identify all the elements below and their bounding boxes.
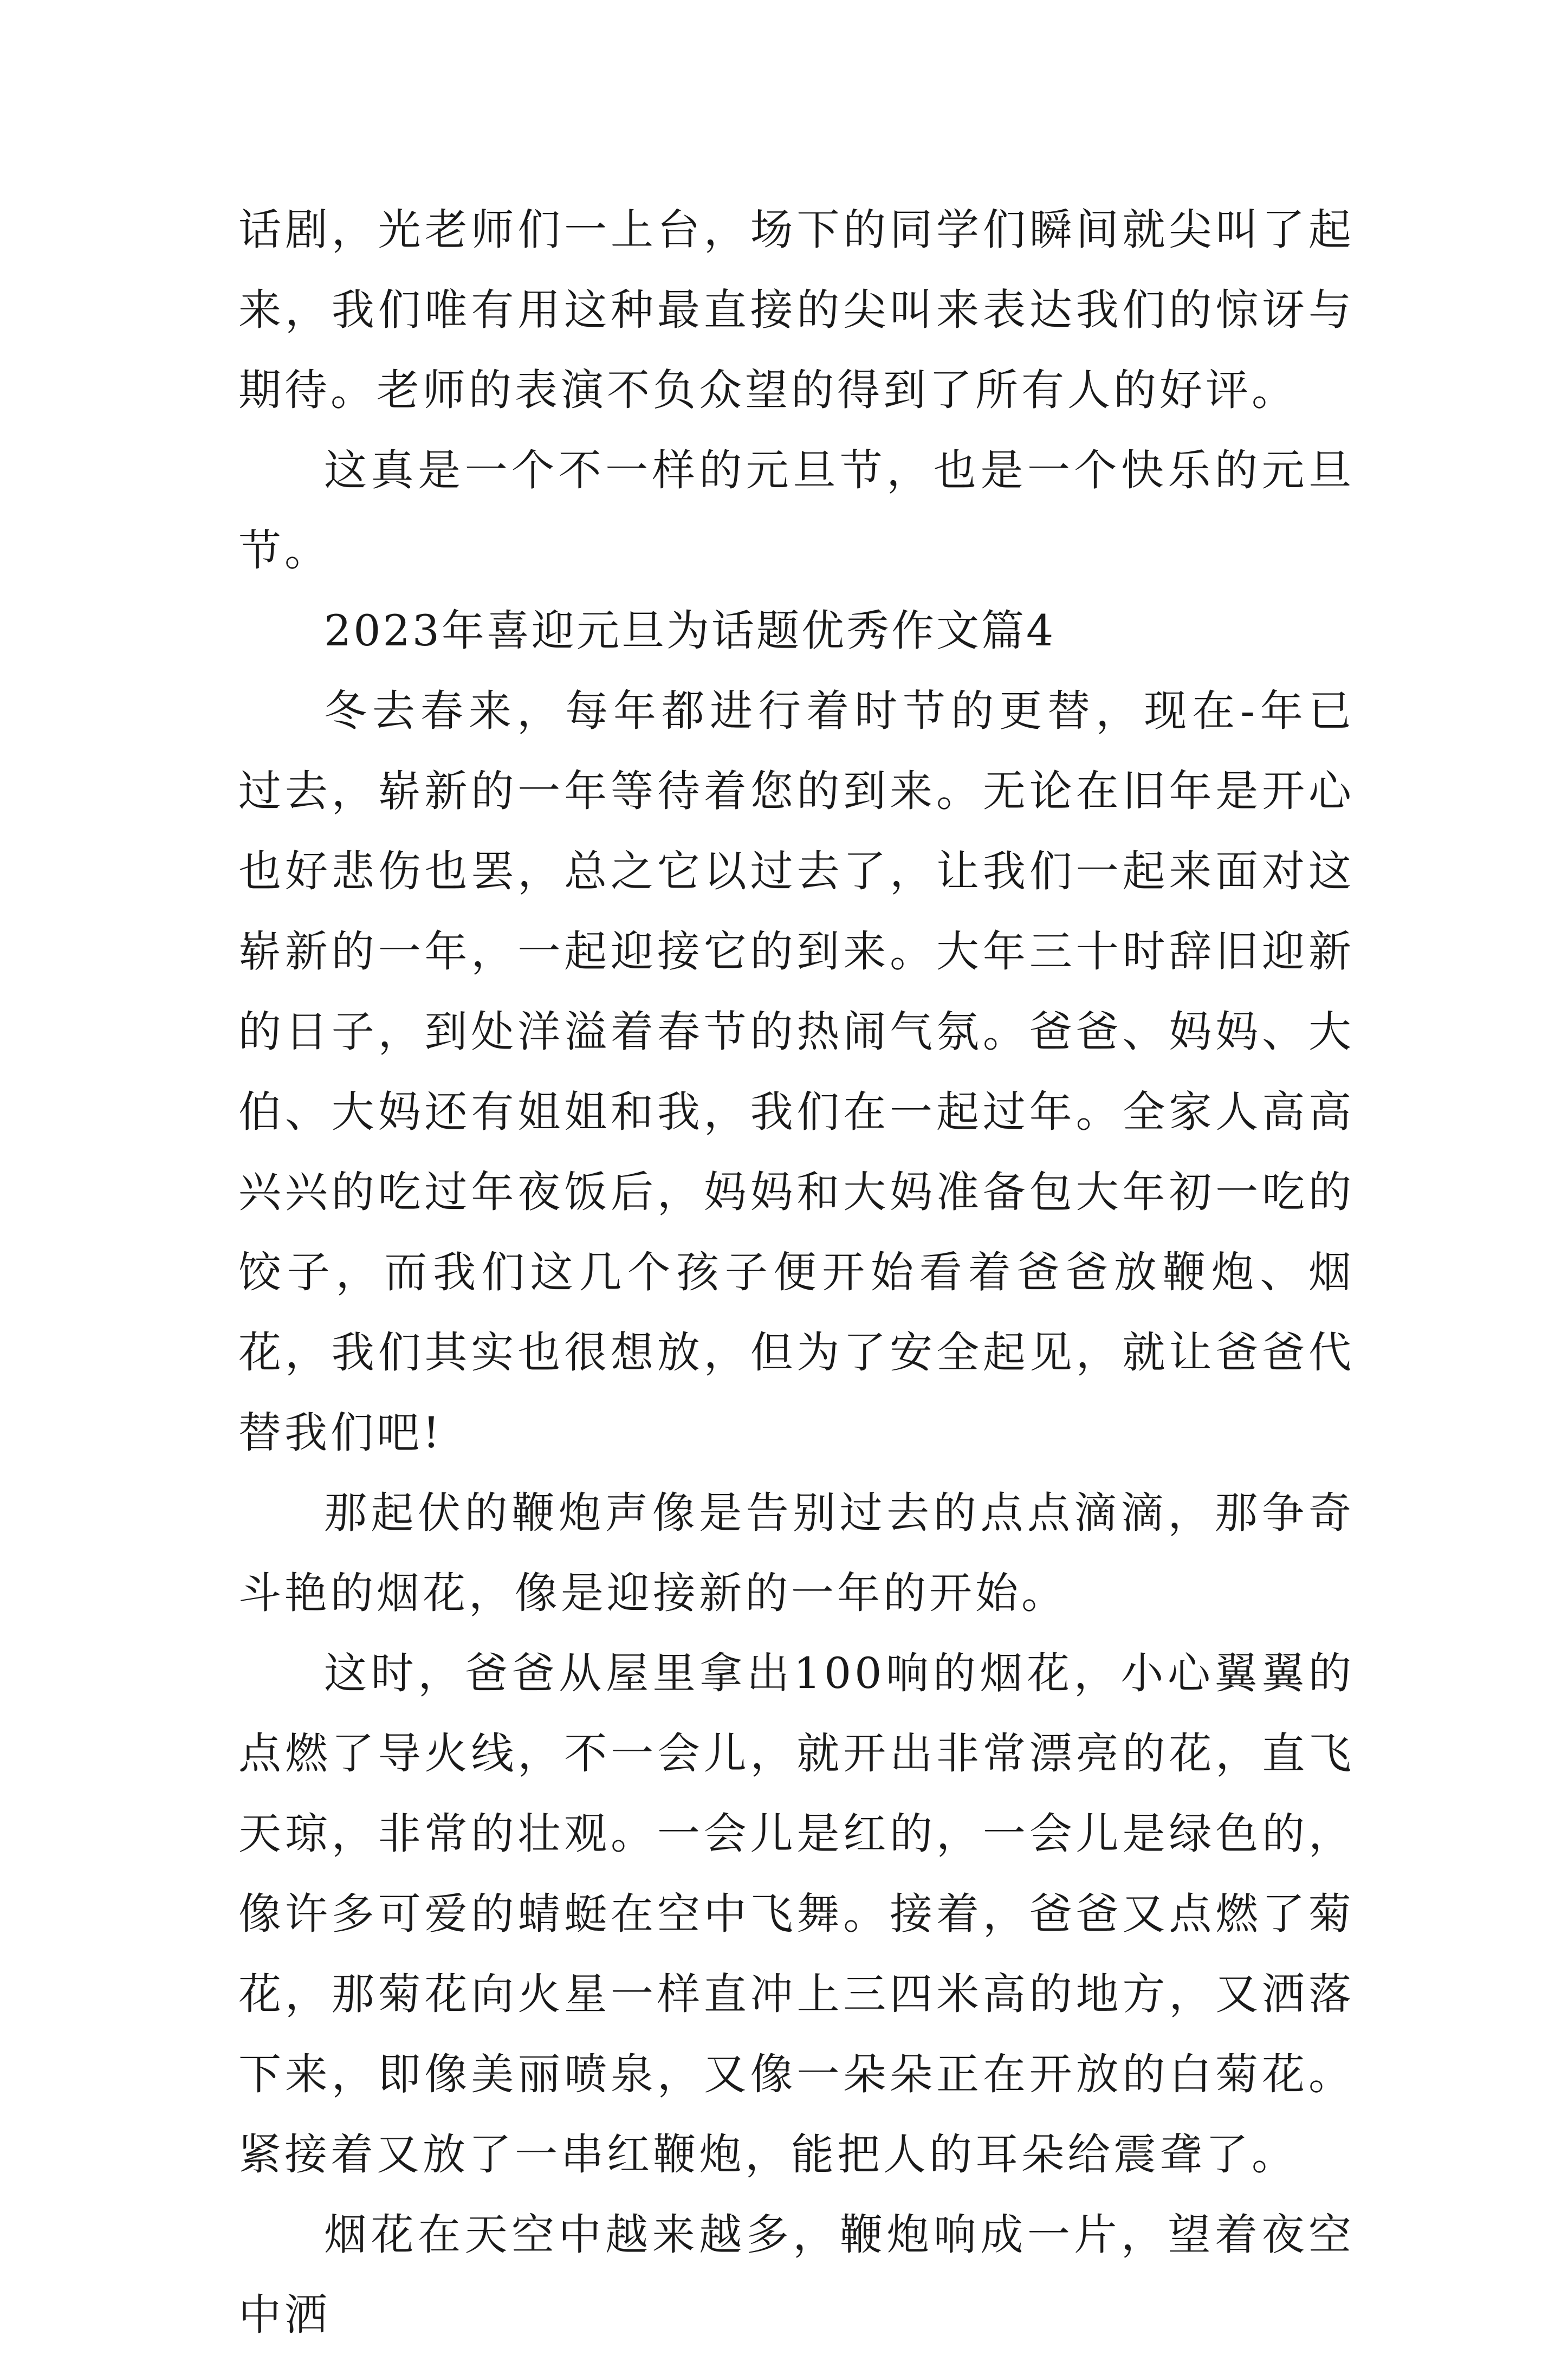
essay-paragraph-1: 冬去春来，每年都进行着时节的更替，现在-年已过去，崭新的一年等待着您的到来。无论在旧年是开心也好悲伤也罢，总之它以过去了，让我们一起来面对这崭新的一年，一起迎接它的到来。大年三十时辞旧迎新的日子，到处洋溢着春节的热闹气氛。爸爸、妈妈、大伯、大妈还有姐姐和我，我们在一起过年。全家人高高兴兴的吃过年夜饭后，妈妈和大妈准备包大年初一吃的饺子，而我们这几个孩子便开始看着爸爸放鞭炮、烟花，我们其实也很想放，但为了安全起见，就让爸爸代替我们吧! (238, 686, 1355, 1458)
paragraph-closing: 这真是一个不一样的元旦节，也是一个快乐的元旦节。 (238, 445, 1355, 575)
essay-text-block (238, 190, 1355, 2355)
essay-paragraph-3: 这时，爸爸从屋里拿出100响的烟花，小心翼翼的点燃了导火线，不一会儿，就开出非常漂亮的花，直飞天琼，非常的壮观。一会儿是红的，一会儿是绿色的，像许多可爱的蜻蜓在空中飞舞。接着，爸爸又点燃了菊花，那菊花向火星一样直冲上三四米高的地方，又洒落下来，即像美丽喷泉，又像一朵朵正在开放的白菊花。紧接着又放了一串红鞭炮，能把人的耳朵给震聋了。 (238, 1648, 1355, 2179)
essay-paragraph-2: 那起伏的鞭炮声像是告别过去的点点滴滴，那争奇斗艳的烟花，像是迎接新的一年的开始。 (238, 1488, 1355, 1618)
section-heading: 2023年喜迎元旦为话题优秀作文篇4 (324, 606, 1056, 656)
paragraph-continuation: 话剧，光老师们一上台，场下的同学们瞬间就尖叫了起来，我们唯有用这种最直接的尖叫来表达我们的惊讶与期待。老师的表演不负众望的得到了所有人的好评。 (238, 205, 1355, 415)
essay-paragraph-4: 烟花在天空中越来越多，鞭炮响成一片，望着夜空中洒 (238, 2210, 1355, 2340)
